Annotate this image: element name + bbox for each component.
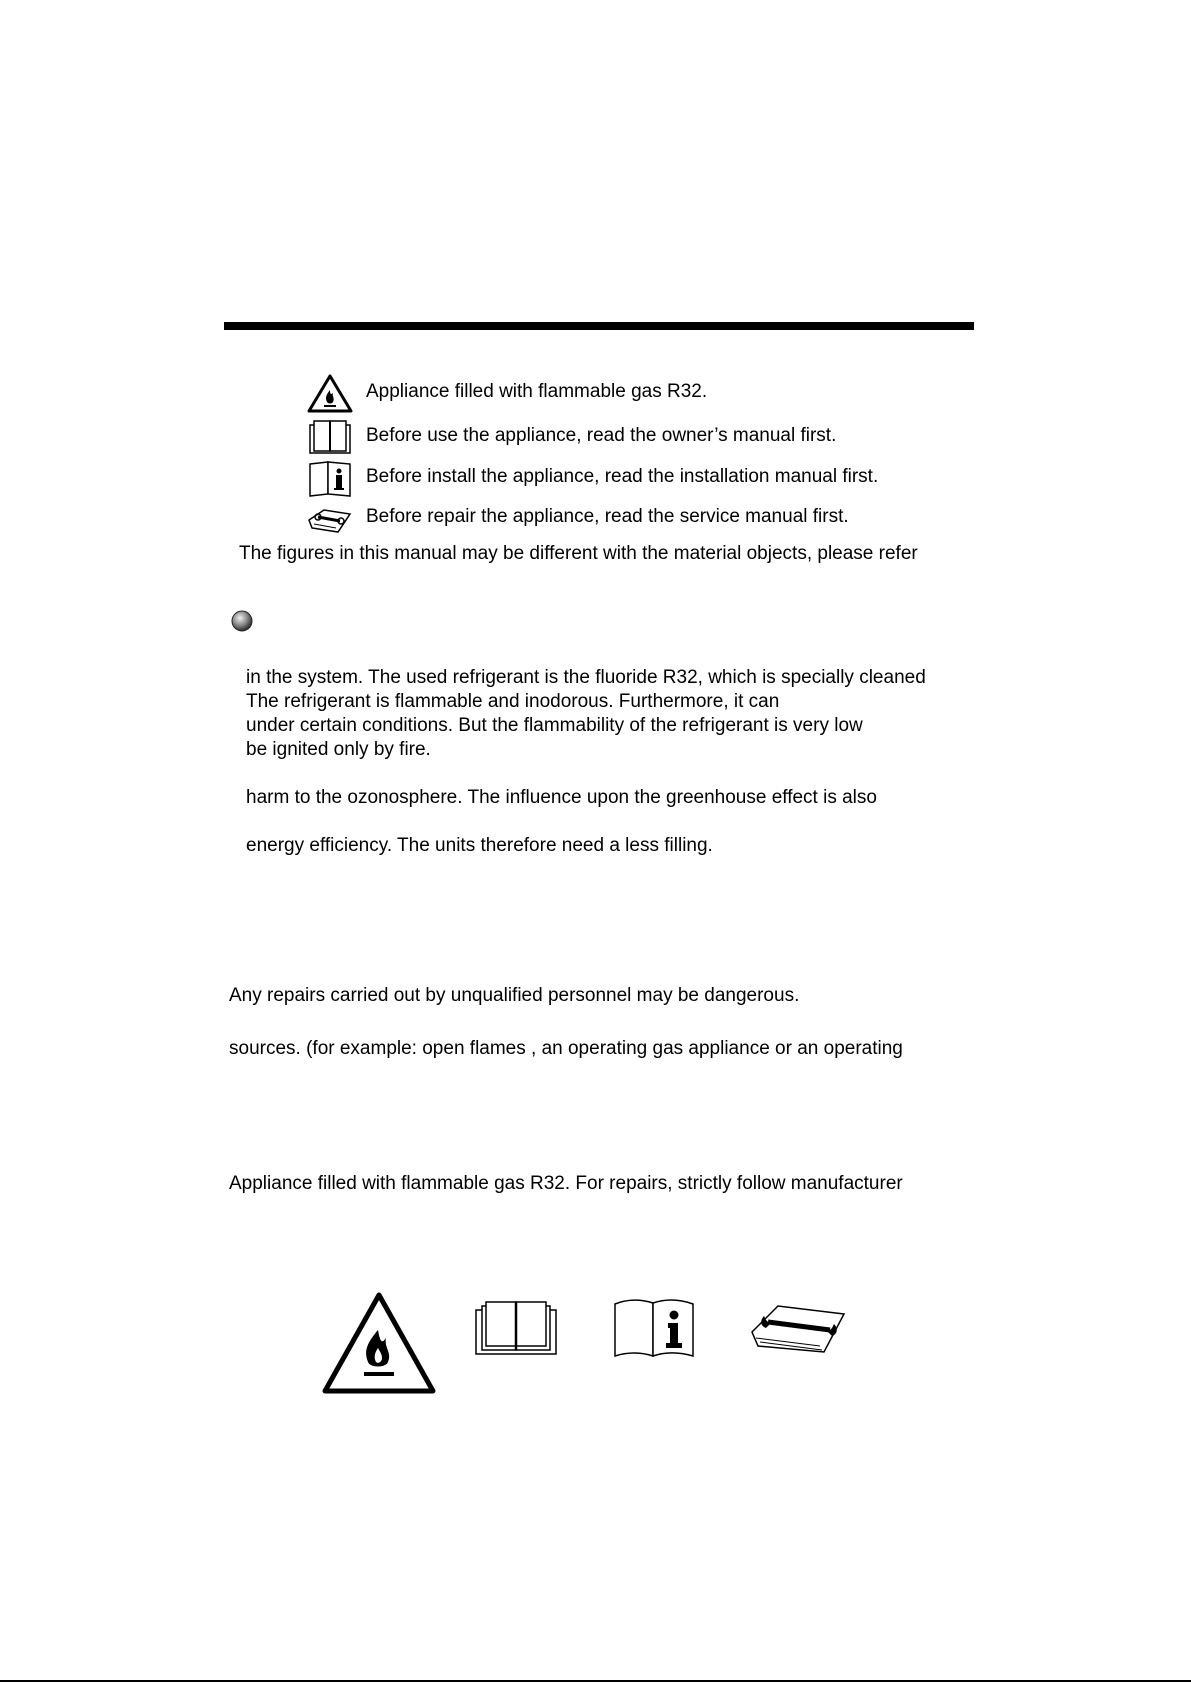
section-header-rule — [224, 322, 974, 330]
owners-manual-icon — [306, 417, 354, 457]
flammable-warning-icon — [320, 1290, 438, 1396]
installation-manual-icon — [306, 458, 354, 498]
warning-line: sources. (for example: open flames , an operating gas appliance or an operating — [229, 1038, 903, 1059]
warning-line: Any repairs carried out by unqualified personnel may be dangerous. — [229, 985, 800, 1006]
warning-line: Appliance filled with flammable gas R32. For repairs, strictly follow manufacturer — [229, 1173, 903, 1194]
installation-manual-icon — [613, 1296, 695, 1358]
legend-text: Before install the appliance, read the installation manual first. — [366, 466, 879, 487]
legend-text: Before use the appliance, read the owner’s manual first. — [366, 425, 837, 446]
gray-ball-bullet-icon — [231, 610, 253, 632]
page-bottom-edge — [0, 1680, 1191, 1682]
owners-manual-icon — [474, 1300, 558, 1356]
refrigerant-line: in the system. The used refrigerant is the fluoride R32, which is specially cleaned — [246, 667, 926, 688]
refrigerant-line: The refrigerant is flammable and inodorous. Furthermore, it can — [246, 691, 780, 712]
figures-note: The figures in this manual may be different with the material objects, please refer — [239, 543, 918, 564]
refrigerant-line: be ignited only by fire. — [246, 739, 431, 760]
service-manual-icon — [750, 1300, 846, 1356]
refrigerant-line: energy efficiency. The units therefore need a less filling. — [246, 835, 713, 856]
flammable-warning-icon — [306, 373, 354, 413]
service-manual-icon — [306, 498, 354, 538]
legend-text: Before repair the appliance, read the service manual first. — [366, 506, 849, 527]
legend-text: Appliance filled with flammable gas R32. — [366, 381, 708, 402]
refrigerant-line: under certain conditions. But the flammability of the refrigerant is very low — [246, 715, 863, 736]
refrigerant-line: harm to the ozonosphere. The influence upon the greenhouse effect is also — [246, 787, 877, 808]
